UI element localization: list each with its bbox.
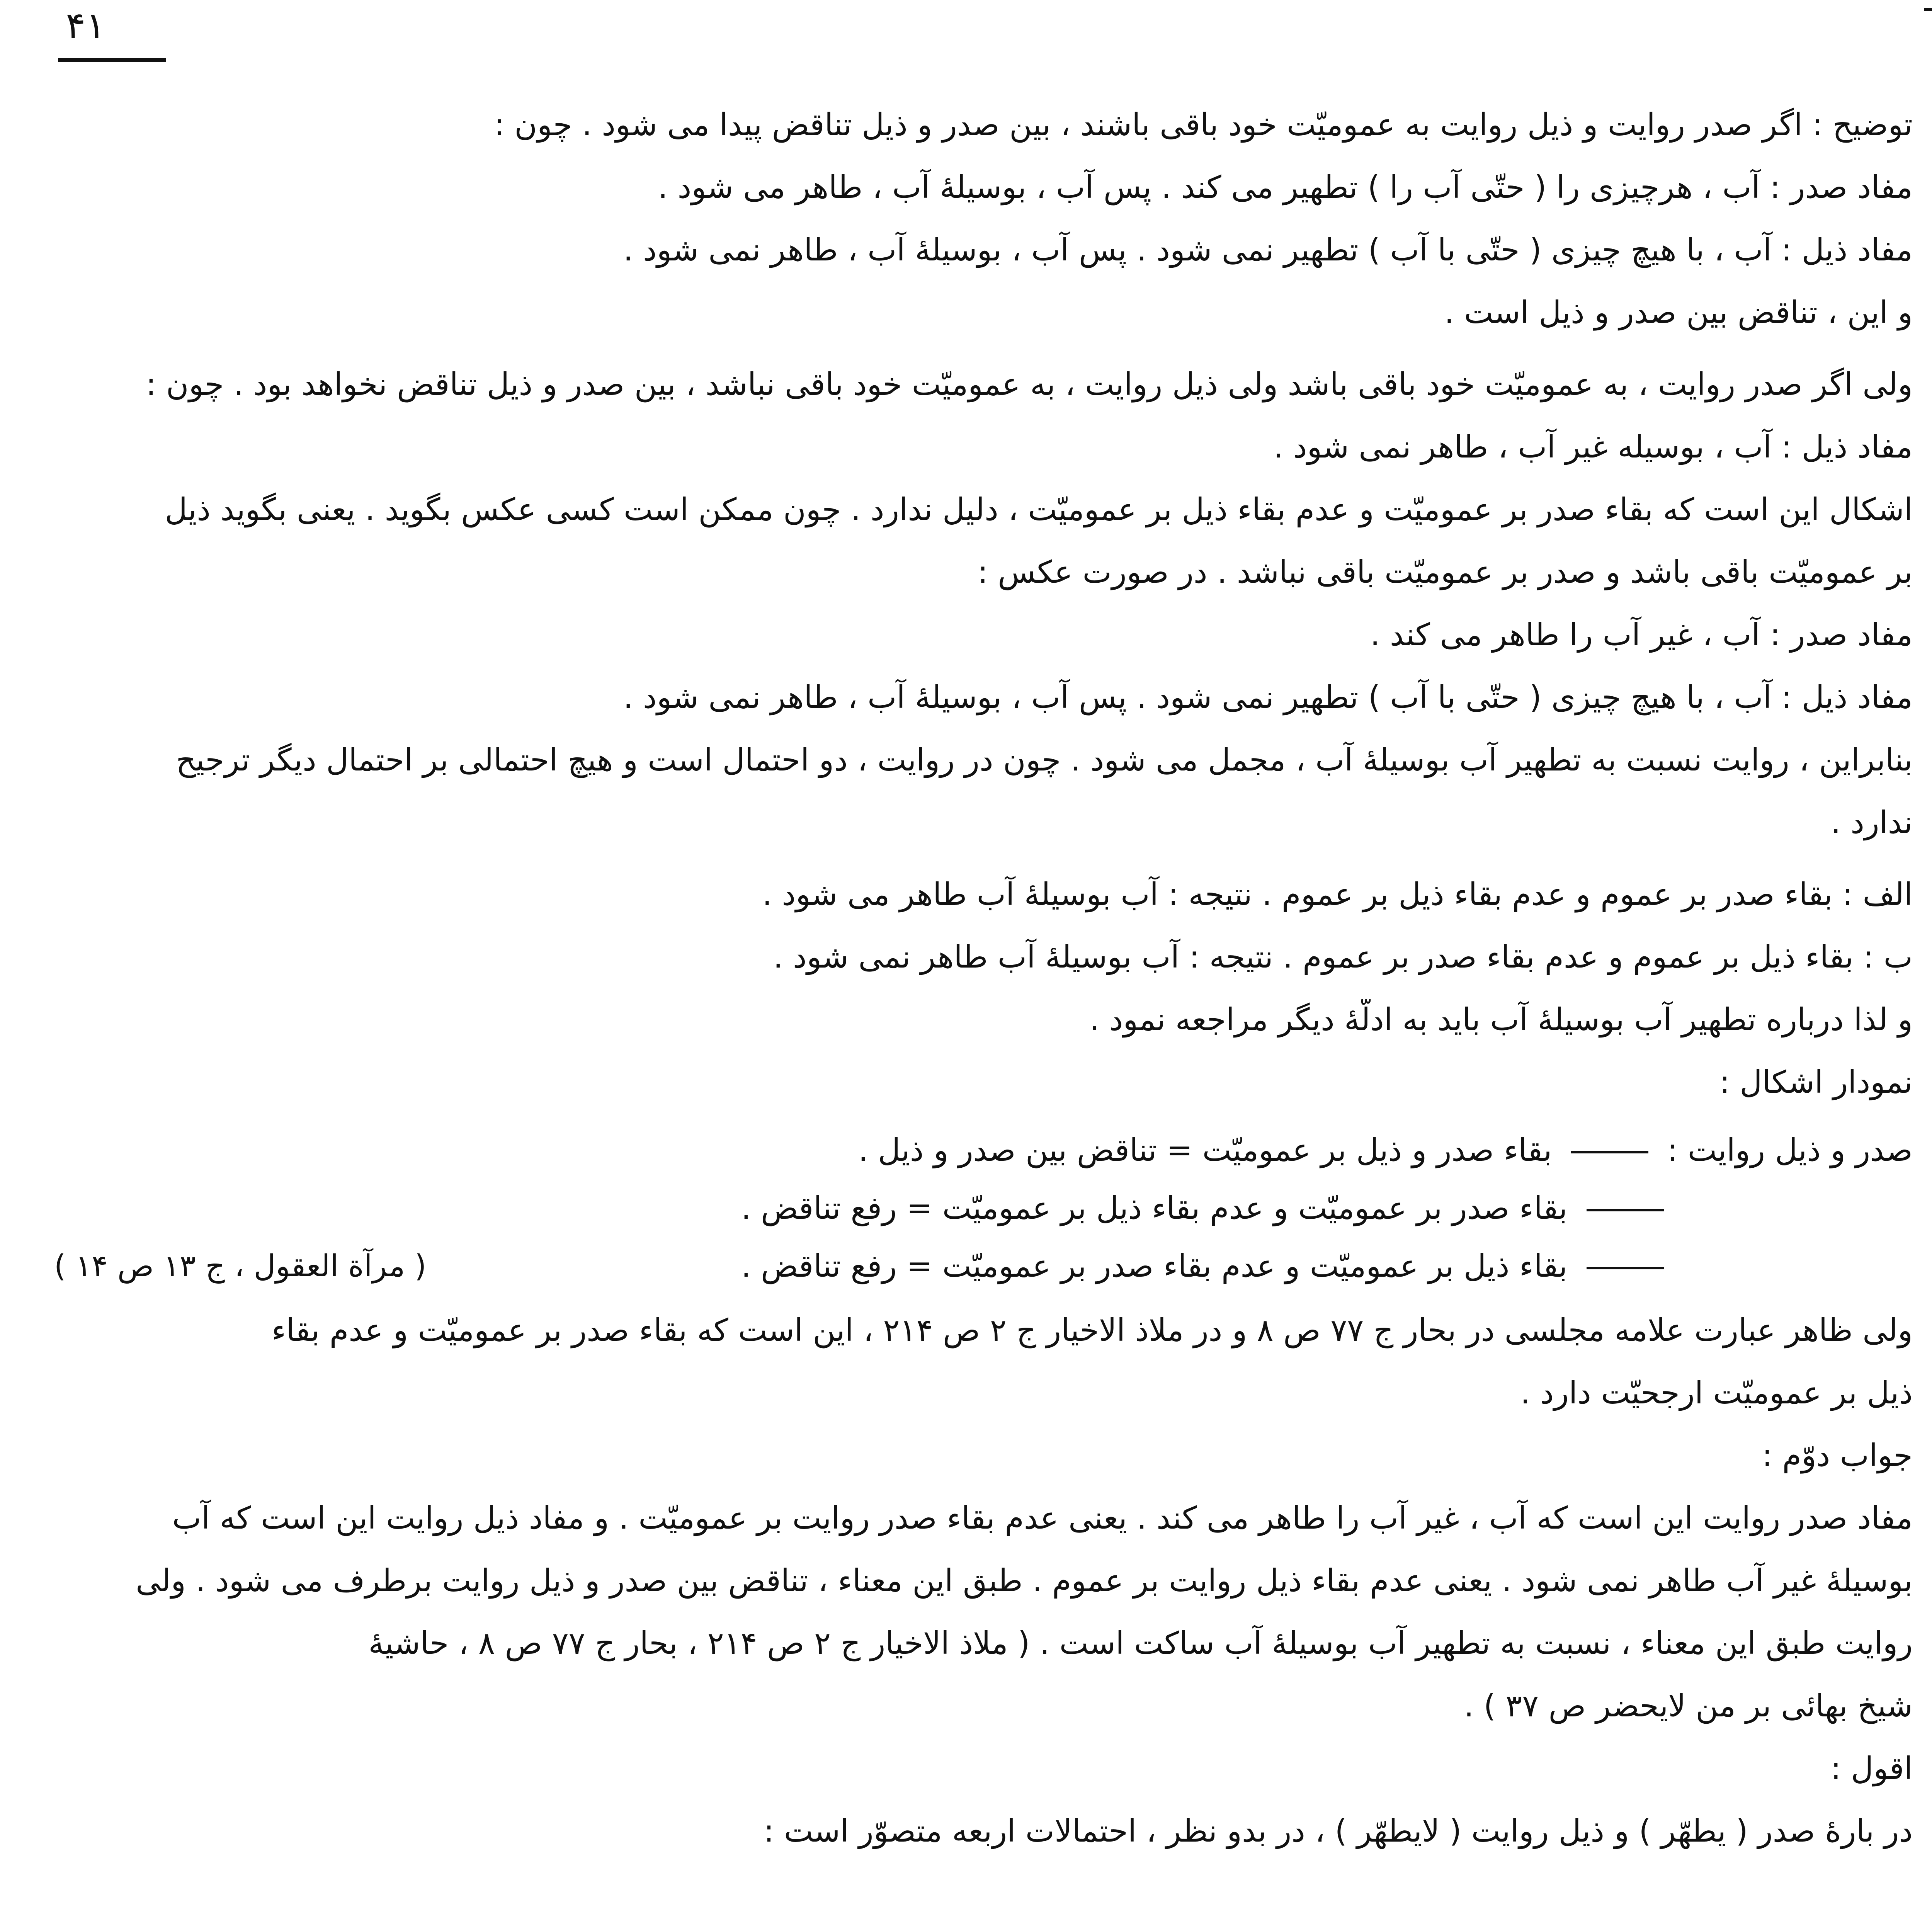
section-heading: نمودار اشکال : [1719, 1064, 1913, 1100]
text-line: ب : بقاء ذیل بر عموم و عدم بقاء صدر بر عموم . نتیجه : آب بوسیلهٔ آب طاهر نمی شود . [773, 939, 1913, 975]
edge-mark [1924, 8, 1932, 11]
text-line: بوسیلهٔ غیر آب طاهر نمی شود . یعنی عدم بقاء ذیل روایت بر عموم . طبق این معناء ، تناقض بین صدر و ذیل روایت برطرف می شود . ولی [136, 1563, 1913, 1599]
section-heading: اقول : [1830, 1750, 1913, 1786]
source-reference: ( مرآة العقول ، ج ۱۳ ص ۱۴ ) [54, 1249, 427, 1284]
text-line: و این ، تناقض بین صدر و ذیل است . [1444, 294, 1913, 330]
text-line: مفاد ذیل : آب ، بوسیله غیر آب ، طاهر نمی شود . [1274, 429, 1913, 465]
text-line: ولی ظاهر عبارت علامه مجلسی در بحار ج ۷۷ ص ۸ و در ملاذ الاخیار ج ۲ ص ۲۱۴ ، این است که بقاء صدر بر عمومیّت و عدم بقاء [271, 1312, 1913, 1348]
text-line: ولی اگر صدر روایت ، به عمومیّت خود باقی باشد ولی ذیل روایت ، به عمومیّت خود باقی نباشد ، بین صدر و ذیل تناقض نخواهد بود . چون : [146, 366, 1913, 402]
diagram-branch-2: بقاء صدر بر عمومیّت و عدم بقاء ذیل بر عمومیّت = رفع تناقض . [741, 1190, 1568, 1226]
text-line: بر عمومیّت باقی باشد و صدر بر عمومیّت باقی نباشد . در صورت عکس : [977, 554, 1913, 590]
text-line: اشکال این است که بقاء صدر بر عمومیّت و عدم بقاء ذیل بر عمومیّت ، دلیل ندارد . چون ممکن است کسی عکس بگوید . یعنی بگوید ذیل [165, 492, 1913, 527]
text-line: مفاد ذیل : آب ، با هیچ چیزی ( حتّی با آب ) تطهیر نمی شود . پس آب ، بوسیلهٔ آب ، طاهر نمی شود . [623, 679, 1913, 715]
text-line: ندارد . [1831, 804, 1913, 840]
text-line: شیخ بهائی بر من لایحضر ص ۳۷ ) . [1464, 1688, 1913, 1724]
diagram-row-2 [741, 1188, 1673, 1229]
text-line: مفاد صدر : آب ، غیر آب را طاهر می کند . [1370, 617, 1913, 653]
section-heading: جواب دوّم : [1762, 1437, 1913, 1473]
diagram-row-1 [858, 1130, 1913, 1171]
text-line: توضیح : اگر صدر روایت و ذیل روایت به عمومیّت خود باقی باشند ، بین صدر و ذیل تناقض پیدا می شود . چون : [494, 107, 1913, 143]
text-line: مفاد صدر : آب ، هرچیزی را ( حتّی آب را ) تطهیر می کند . پس آب ، بوسیلهٔ آب ، طاهر می شود . [658, 169, 1913, 205]
diagram-branch-line [1587, 1209, 1664, 1211]
diagram-root-label: صدر و ذیل روایت : [1667, 1132, 1913, 1168]
text-line: بنابراین ، روایت نسبت به تطهیر آب بوسیلهٔ آب ، مجمل می شود . چون در روایت ، دو احتمال است و هیچ احتمالی بر احتمال دیگر ترجیح [176, 742, 1913, 778]
page-body [54, 58, 1913, 1852]
diagram-branch-line [1571, 1151, 1648, 1153]
text-line: در بارهٔ صدر ( یطهّر ) و ذیل روایت ( لایطهّر ) ، در بدو نظر ، احتمالات اربعه متصوّر است : [764, 1813, 1913, 1849]
text-line: مفاد ذیل : آب ، با هیچ چیزی ( حتّی با آب ) تطهیر نمی شود . پس آب ، بوسیلهٔ آب ، طاهر نمی شود . [623, 232, 1913, 268]
text-line: روایت طبق این معناء ، نسبت به تطهیر آب بوسیلهٔ آب ساکت است . ( ملاذ الاخیار ج ۲ ص ۲۱۴ ، بحار ج ۷۷ ص ۸ ، حاشیهٔ [368, 1625, 1913, 1661]
text-line: مفاد صدر روایت این است که آب ، غیر آب را طاهر می کند . یعنی عدم بقاء صدر روایت بر عمومیّت . و مفاد ذیل روایت این است که آب [172, 1500, 1913, 1536]
text-line: ذیل بر عمومیّت ارجحیّت دارد . [1520, 1375, 1913, 1411]
diagram-branch-line [1587, 1267, 1664, 1269]
diagram-branch-3: بقاء ذیل بر عمومیّت و عدم بقاء صدر بر عمومیّت = رفع تناقض . [741, 1248, 1568, 1284]
text-line: الف : بقاء صدر بر عموم و عدم بقاء ذیل بر عموم . نتیجه : آب بوسیلهٔ آب طاهر می شود . [762, 876, 1913, 912]
diagram-branch-1: بقاء صدر و ذیل بر عمومیّت = تناقض بین صدر و ذیل . [858, 1132, 1552, 1168]
diagram-row-3 [741, 1246, 1673, 1287]
diagram [54, 1118, 1913, 1288]
page-number: ۴۱ [66, 4, 106, 47]
text-line: و لذا درباره تطهیر آب بوسیلهٔ آب باید به ادلّهٔ دیگر مراجعه نمود . [1090, 1002, 1913, 1037]
